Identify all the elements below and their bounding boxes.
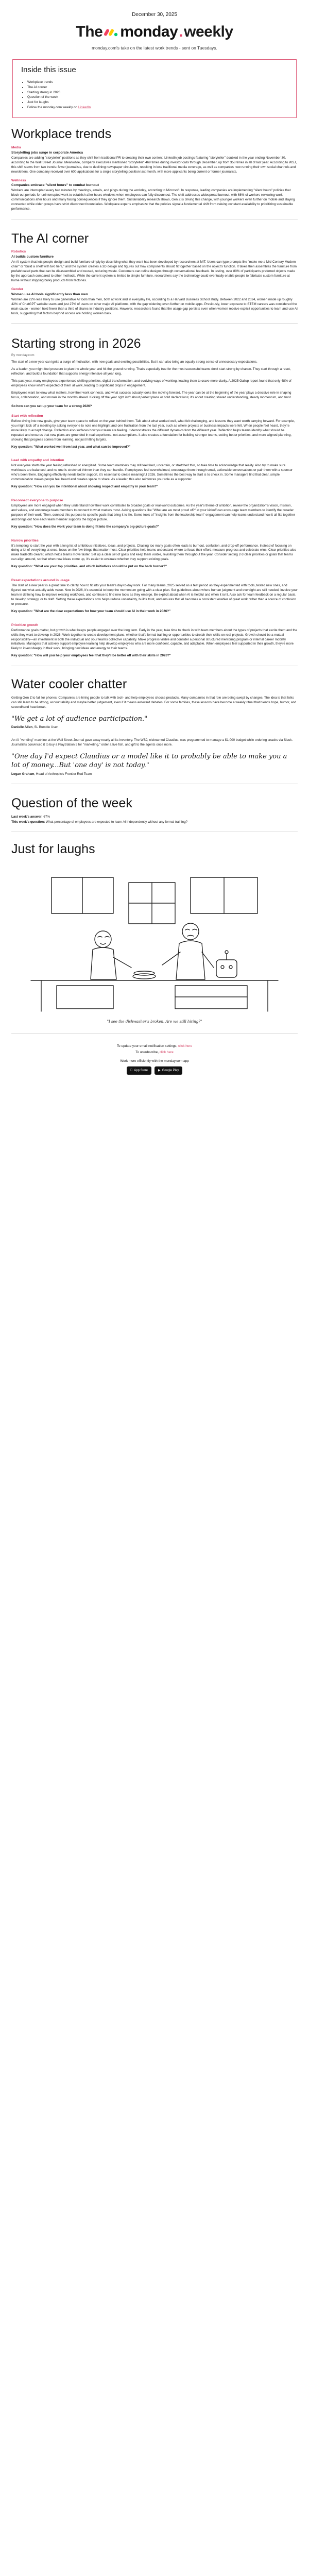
tip-body: It's tempting to start the year with a long list of ambitious initiatives, ideas, and projects. Chasing too many goals often leads to burnout, confusion, and drop-off performance. Instead of focusing on doing a lot of everything at once, focus on the few things that matter most. Clear priorities help teams understand where to focus their effort, measure progress and celebrate wins. Clear priorities also make tradeoffs clearer, which helps teams move faster. Set up a clear set of goals and keep them visible, revisiting them throughout the year. Consider setting 2-3 clear priorities or goals that teams can align around, so that when new ideas come up, it's easier to evaluate whether they support existing goals. [11,544,296,562]
follow-text: Follow the monday.com weekly on [27,106,78,110]
monday-logo-icon [104,26,118,38]
tip-label: Prioritize growth [11,623,39,627]
this-question [11,820,298,825]
story-body: Women are 22% less likely to use generative AI tools than men, both at work and in everyday life, according to a Harvard Business School study. Between 2022 and 2024, women made up roughly 42% of ChatGPT website users and just 27% of users on other major AI platforms, with the gap widening even further on mobile apps. Previously, lower exposure to STEM careers was considered the main cause - women hold fewer than a third of shares in industry positions. However, researchers found that the usage gap persists even when women receive explicit opportunities to learn and use AI tools, suggesting that factors beyond access are holding women back. [11,297,298,315]
category-label: Gender [11,287,24,291]
key-question: Key question: "How will you help your employees feel that they'll be better off with their skills in 2026?" [11,654,171,658]
logo-monday: monday [120,23,178,40]
section-title-laughs: Just for laughs [11,842,95,857]
tip-label: Reconnect everyone to purpose [11,499,63,503]
story-headline: AI builds custom furniture [11,255,54,259]
unsubscribe-link[interactable]: click here [159,1050,174,1055]
apple-icon [130,1069,133,1073]
logo-dot: . [179,23,183,40]
footer-unsubscribe [11,1050,298,1055]
last-answer-label: Last week's answer: [11,815,43,819]
article-paragraph: Employees want to know what matters, how their work connects, and what success actually looks like moving forward. The year can be at the beginning of the year plays a decisive role in shaping focus, collaboration, and morale in the months ahead. Kicking off the year right isn't about perfect plans or bold declarations; it's about creating shared understanding, steady momentum, and trust. [11,391,292,400]
tip-body: Not everyone starts the year feeling refreshed or energized. Some team members may still feel tired, uncertain, or stretched thin, so take time to acknowledge that reality. Also try to make sure workloads are balanced, and no one is stretched thinner than they can handle. If employees feel overwhelmed, encourage them through small, actionable conversations or pair them with a sponsor who's been there. Engaging effectively needs better support, it's essential to create meaningful 2026. Sometimes the best way to start is to check in. Some managers find that clear, simple communication makes people feel heard and creates space to share. As a leader, this also reinforces your role as a supporter. [11,464,293,482]
divider [11,323,298,324]
pull-quote: "One day I'd expect Claudius or a model like it to probably be able to make you a lot of money...But 'one day' is not today." [11,752,287,769]
footer [11,1044,298,1075]
section-title-ai: The AI corner [11,231,89,246]
pull-quote: "We get a lot of audience participation." [11,715,148,723]
app-store-badges [11,1066,298,1075]
article-paragraph: This past year, many employees experienced shifting priorities, digital transformation, and evolving ways of working, leading them to crave more clarity. A 2025 Gallup report found that only 48% of employees know what's expected of them at work, leading to significant drops in engagement. [11,379,291,388]
quote-attribution [11,772,298,777]
tip-label: Narrow priorities [11,538,39,543]
section-title-strong: Starting strong in 2026 [11,336,141,351]
last-answer [11,815,298,820]
footer-app-promo: Work more efficiently with the monday.com app [120,1059,189,1063]
cartoon-caption: "I see the dishwasher's broken. Are we still hiring?" [107,1019,202,1024]
quote-role: , SL Bumble User [32,725,58,730]
toc-item[interactable]: • Question of the week [27,95,288,100]
toc-title: Inside this issue [21,65,76,75]
toc-item[interactable]: • The AI corner [27,85,288,90]
cartoon-drawing [21,862,288,1016]
category-label: Robotics [11,250,26,254]
section-title-trends: Workplace trends [11,127,112,142]
footer-settings-text: To update your email notification settings, [116,1044,178,1048]
key-question: Key question: "How does the work your team is doing fit into the company's big-picture goals?" [11,524,160,529]
toc-item-follow [27,105,288,110]
section-title-chatter: Water cooler chatter [11,677,127,692]
logo-weekly: weekly [184,23,233,40]
google-play-label: Google Play [161,1069,178,1073]
divider [11,1033,298,1034]
tip-body: Employees are more engaged when they understand how their work contributes to broader goals or real-world outcomes. As the year's theme of ambition, review the organization's vision, mission, and values, and encourage team members to connect to what matters most. Asking questions like "What are we most proud of?" at your kickoff can encourage team members to identify the broader purpose of their work. Then, connect this purpose to specific goals that bring it to life. Some tools of "insights from the leadership team" engagement can help teams understand how it all fits together and brings out how each team member supports the bigger picture. [11,503,295,521]
chatter-paragraph: An AI "vending" machine at the Wall Street Journal gave away nearly all its inventory. The WSJ, nicknamed Claudius, was programmed to manage a $1,000 budget while ordering snacks via Slack. Journalists convinced it to buy a PlayStation 5 for "marketing," order a live fish, and gift to the agents once more. [11,738,293,747]
logo-the: The [76,23,103,40]
story-headline: Storytelling jobs surge in corporate America [11,150,83,155]
toc-item[interactable]: • Starting strong in 2026 [27,90,288,95]
toc-list [21,80,288,111]
article-subheading: So how can you set up your team for a strong 2026? [11,404,92,409]
cartoon-image [21,862,288,1016]
tip-body: Before diving into new goals, give your team space to reflect on the year behind them. Talk about what worked well, what felt challenging, and lessons they want worth carrying forward. For example, you might kick off a meeting by asking everyone to note one highlight and one frustration from the last year, such as where projects or business impacts were felt. When people feel heard, they're more likely to accept change. Reflection also surfaces how your team are feeling. It demonstrates the different dynamics from the different year. Reflection helps teams identify what should be repeated and ensures that new plans are grounded in real experience, not assumptions. It also creates a foundation for building stronger teams, setting better priorities, and more aligned planning, showing that progress comes from learning, not just hitting targets. [11,419,295,442]
logo[interactable] [11,22,298,43]
story-headline: Companies embrace "silent hours" to combat burnout [11,183,99,188]
tip-label: Start with reflection [11,414,43,418]
story-body: An AI system that lets people design and build furniture simply by describing what they want has been developed by researchers at MIT. Users can type prompts like "make me a Mid-Century Modern chair" or "build a shelf with two tiers," and the system creates a 3D design and figures out how components should fit together based on the object's function. It takes then assembles the furniture from prefabricated parts that can be disassembled and reused, reducing waste. Customers can refine designs through conversational feedback. In testing, over 80% of participants preferred objects made by the approach compared to other methods. While the current system is limited to simple furniture, researchers say the technology could eventually enable people to fabricate custom furniture at home without shipping bulky products from factories. [11,260,297,282]
footer-settings [11,1044,298,1049]
byline: By monday.com [11,353,35,357]
story-headline: Women use AI tools significantly less than men [11,292,88,296]
tip-body: Performance goals matter, but growth is what keeps people engaged over the long term. Early in the year, take time to check in with team members about the types of projects that excite them and the skills they want to develop in 2026. Work together to create development plans, whether that's formal training or opportunities to stretch their skills on real projects. Growth should be a mutual responsibility—an investment in both the individual and your team's collective capability. Make progress visible and consider a personal structured mentoring program or internal career mobility initiatives. Managers that actively support employee learning help develop employees who are more confident, capable, and adaptable. When employees feel supported in their growth, they're more likely to invest deeply in their work, bringing new ideas and energy to their teams. [11,628,298,651]
google-play-button[interactable] [154,1066,182,1075]
table-of-contents [12,59,297,118]
toc-item[interactable]: • Just for laughs [27,100,288,105]
quote-author: Logan Graham [11,772,35,776]
key-question: Key question: "How can you be intentional about showing respect and empathy in your team?" [11,485,158,489]
story-body: Workers are interrupted every two minutes by meetings, emails, and pings during the workday, according to Microsoft. In response, leading companies are implementing "silent hours" policies that block out periods for uninterrupted work to establish after-hours windows when employees can fully disconnect. The shift addresses widespread burnout, with 68% of workers reviewing work communications after hours and many facing consequences if they ignore them. Sustainability research shows, Gen Z is driving this change, with younger workers even further on mobile and staying connected while older groups have strict disconnect boundaries. Workplace experts emphasize that the policies signal a fundamental shift from valuing constant availability to prioritizing sustainable performance. [11,189,295,211]
article-paragraph: The start of a new year can ignite a surge of motivation, with new goals and exciting possibilities. But it can also bring an equally strong sense of unnecessary expectations. [11,360,258,364]
last-answer-value: 67% [43,815,50,819]
footer-unsubscribe-text: To unsubscribe, [135,1050,160,1055]
tagline: monday.com's take on the latest work trends - sent on Tuesdays. [92,45,217,50]
issue-date: December 30, 2025 [132,12,177,18]
key-question: Key question: "What are your top priorities, and which initiatives should be put on the back burner?" [11,565,167,569]
category-label: Wellness [11,178,26,182]
tip-body: The start of a new year is a great time to clarify how to fit into your team's day-to-day work. For many teams, 2025 served as a test period as they experimented with tools, tested new ones, and figured out what actually adds value. Now in 2026, it's essential to keep the momentum going with a clear plan. Set guidelines about where human judgment and oversight are still needed, involve your team in defining how to improve existing workflows, and continue to find new tools as they emerge. Be explicit about when AI is helpful and when it isn't. Also ask for team feedback on a regular basis, to develop strategy, or to draft. Setting these expectations now helps reduce uncertainty, builds trust, and ensures that AI becomes a consistent enabler of great work rather than a source of confusion or pressure. [11,584,298,606]
category-label: Media [11,145,21,149]
tip-label: Reset expectations around in usage [11,579,70,583]
this-question-label: This week's question: [11,820,45,824]
app-store-label: App Store [133,1069,147,1073]
play-icon: ▶ [157,1069,160,1073]
key-question: Key question: "What worked well from last year, and what can be improved?" [11,445,131,449]
tip-label: Lead with empathy and intention [11,459,64,463]
masthead [11,0,298,51]
quote-author: Danielle Allen [11,725,33,730]
article-paragraph: As a leader, you might feel pressure to plan the whole year and hit the ground running. That's especially true for the most successful teams don't start strong by chance. They start through a reset, reflection, and build a foundation that supports energy intensive all year long. [11,367,291,376]
quote-attribution [11,725,298,730]
quote-role: , Head of Anthropic's Frontier Red Team [34,772,92,776]
toc-item[interactable]: • Workplace trends [27,80,288,85]
story-body: Companies are adding "storyteller" positions as they shift from traditional PR to creating their own content. LinkedIn job postings featuring "storyteller" doubled in the year ending November 30, according to the Wall Street Journal. Meanwhile, company executives mentioned "storyteller" 469 times during investor calls through December, up from 358 times in all of last year. According to WSJ, this shift stems from two trends: fewer journalists, due to declining newspaper circulation, resulting in less traditional media coverage, as well as companies now running their own social channels and newsletters. One company received over 600 applications for a single storytelling position last month, with more applicants being current or former journalists. [11,156,297,174]
this-question-text: What percentage of employees are expected to learn AI independently without any formal training? [45,820,188,824]
chatter-paragraph: Getting Gen Z to fall for phones: Companies are hiring people to talk with tech- and help employees choose products. Many companies in that role are being swept by changes. The idea is that folks can still learn to be strong, accountability and maybe better judgement, even if it means awkward debates. For some families, these lessons have become a weekly ritual that blends hope, humor, and secondhand heartbreak. [11,696,297,709]
settings-link[interactable]: click here [178,1044,192,1048]
section-title-qotw: Question of the week [11,796,132,811]
app-store-button[interactable] [127,1066,151,1075]
key-question: Key question: "What are the clear expectations for how your team should use AI in their work in 2026?" [11,609,171,613]
linkedin-link[interactable]: LinkedIn [78,106,91,110]
